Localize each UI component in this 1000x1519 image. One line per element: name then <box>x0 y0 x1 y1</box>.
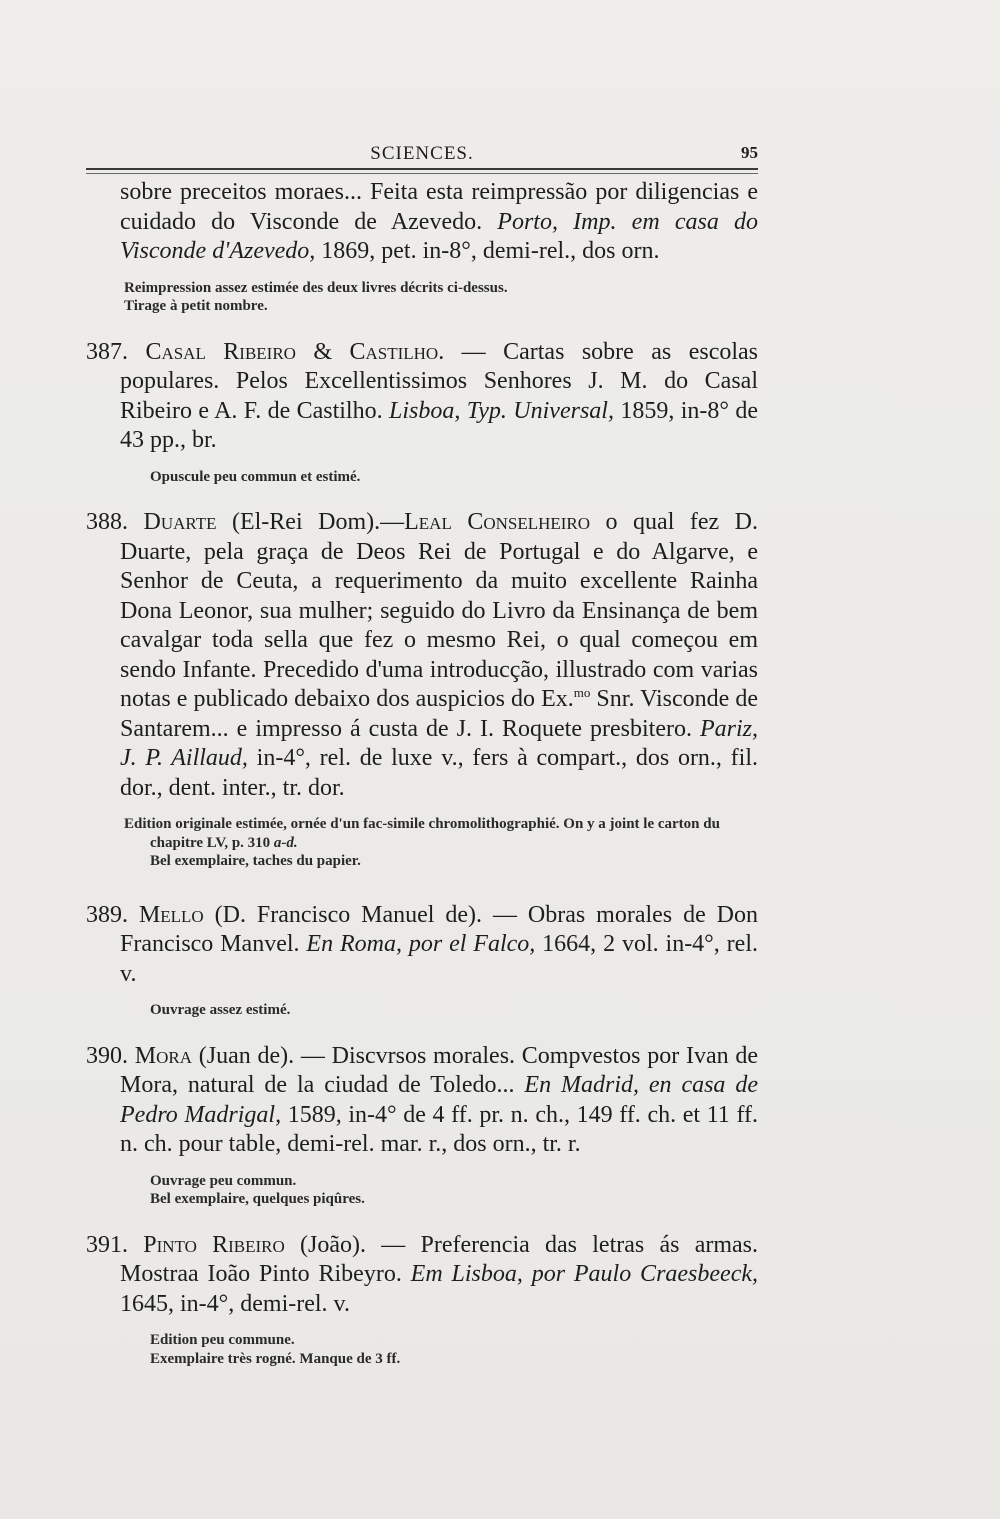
entry-number: 391. <box>86 1231 128 1258</box>
entry-text-segment: 1869, pet. in-8°, demi-rel., dos orn. <box>315 238 660 264</box>
entry-386-notes <box>86 279 758 316</box>
entry-text-segment: Snr. Visconde de Santarem... e impresso á custa de J. I. Roquete presbitero. <box>120 686 759 742</box>
entry-author: Pinto Ribeiro <box>143 1231 285 1258</box>
note-line: Opuscule peu commun et estimé. <box>150 468 361 485</box>
entry-388-notes <box>86 815 758 871</box>
entry-387-notes <box>86 468 758 487</box>
entry-text-segment: (El-Rei Dom).— <box>216 509 405 535</box>
entry-author: Mora <box>134 1042 192 1069</box>
entry-text-segment: 1589, in-4° de 4 ff. pr. n. ch., 149 ff. ch. et 11 ff. n. ch. pour table, demi-rel. mar. r., dos orn., tr. r. <box>120 1101 758 1157</box>
entry-author: Mello <box>138 901 204 928</box>
entry-number: 387. <box>86 338 128 365</box>
entry-text-segment: 1645, in-4°, demi-rel. v. <box>120 1290 350 1317</box>
superscript: mo <box>573 685 591 700</box>
entry-389 <box>86 901 758 990</box>
running-head: SCIENCES. <box>370 143 474 164</box>
note-line: Bel exemplaire, taches du papier. <box>150 853 361 869</box>
entry-390-notes <box>86 1172 758 1209</box>
entry-388 <box>86 508 758 803</box>
imprint-italic: Porto, Imp. em casa do Visconde d'Azevedo, <box>120 208 759 264</box>
imprint-italic: Em Lisboa, por Paulo Craesbeeck, <box>410 1261 759 1287</box>
entry-386-continuation <box>86 178 758 267</box>
header-rule <box>86 168 758 174</box>
entry-text-segment: (Juan de). — Discvrsos morales. Compvestos por Ivan de Mora, natural de la ciudad de Toledo... <box>120 1042 759 1098</box>
entry-number: 389. <box>86 901 128 928</box>
entry-389-notes <box>86 1001 758 1020</box>
entry-author: Casal Ribeiro & Castilho. <box>145 338 445 365</box>
entry-text-segment: sobre preceitos moraes... Feita esta reimpressão por diligencias e cuidado do Visconde de Azevedo. <box>120 179 758 235</box>
note-line: Ouvrage peu commun. <box>150 1172 297 1189</box>
entry-author: Duarte <box>143 509 217 535</box>
entry-387 <box>86 338 758 456</box>
entry-391-notes <box>86 1331 758 1368</box>
imprint-italic: En Madrid, en casa de Pedro Madrigal, <box>120 1072 758 1128</box>
note-text: Edition originale estimée, ornée d'un fac-simile chromolithographié. On y a joint le carton du chapitre LV, p. 310 <box>124 816 720 851</box>
note-italic: a-d. <box>273 834 298 851</box>
entry-text-segment: (D. Francisco Manuel de). — Obras morales de Don Francisco Manvel. <box>120 901 759 957</box>
entry-text-segment: 1664, 2 vol. in-4°, rel. v. <box>120 931 758 987</box>
imprint-italic: En Roma, por el Falco, <box>306 931 536 957</box>
entry-text-segment: in-4°, rel. de luxe v., fers à compart., dos orn., fil. dor., dent. inter., tr. dor. <box>120 745 759 801</box>
note-line: Bel exemplaire, quelques piqûres. <box>150 1191 365 1207</box>
imprint-italic: Lisboa, Typ. Universal, <box>388 397 614 424</box>
page-header <box>86 143 758 175</box>
entry-390 <box>86 1042 758 1160</box>
entry-text-segment: o qual fez D. Duarte, pela graça de Deos Rei de Portugal e do Algarve, e Senhor de Ceuta, a requerimento da muito excellente Rainha Dona Leonor, sua mulher; seguido do Livro da Ensinança de bem cavalgar toda sella que fez o mesmo Rei, o qual começou em sendo Infante. Precedido d'uma introducção, illustrado com varias notas e publicado debaixo dos auspicios do Ex. <box>120 509 759 712</box>
page-content <box>86 178 758 1368</box>
entry-number: 388. <box>86 509 128 535</box>
note-line: Ouvrage assez estimé. <box>150 1002 291 1018</box>
note-line: Edition peu commune. <box>150 1332 295 1348</box>
note-line: Tirage à petit nombre. <box>124 298 268 314</box>
entry-text-segment: 1859, in-8° de 43 pp., br. <box>120 397 758 453</box>
entry-391 <box>86 1231 758 1320</box>
note-line: Exemplaire très rogné. Manque de 3 ff. <box>150 1350 401 1367</box>
entry-number: 390. <box>86 1042 128 1069</box>
imprint-italic: Pariz, J. P. Aillaud, <box>120 715 758 771</box>
page-number: 95 <box>741 143 758 162</box>
note-line <box>124 815 758 852</box>
entry-text-segment: (João). — Preferencia das letras ás armas. Mostraa Ioão Pinto Ribeyro. <box>120 1231 759 1287</box>
entry-title-smallcaps: Leal Conselheiro <box>404 509 591 535</box>
entry-text-segment: — Cartas sobre as escolas populares. Pelos Excellentissimos Senhores J. M. do Casal Ribeiro e A. F. de Castilho. <box>120 338 758 424</box>
note-line: Reimpression assez estimée des deux livres décrits ci-dessus. <box>124 279 508 296</box>
